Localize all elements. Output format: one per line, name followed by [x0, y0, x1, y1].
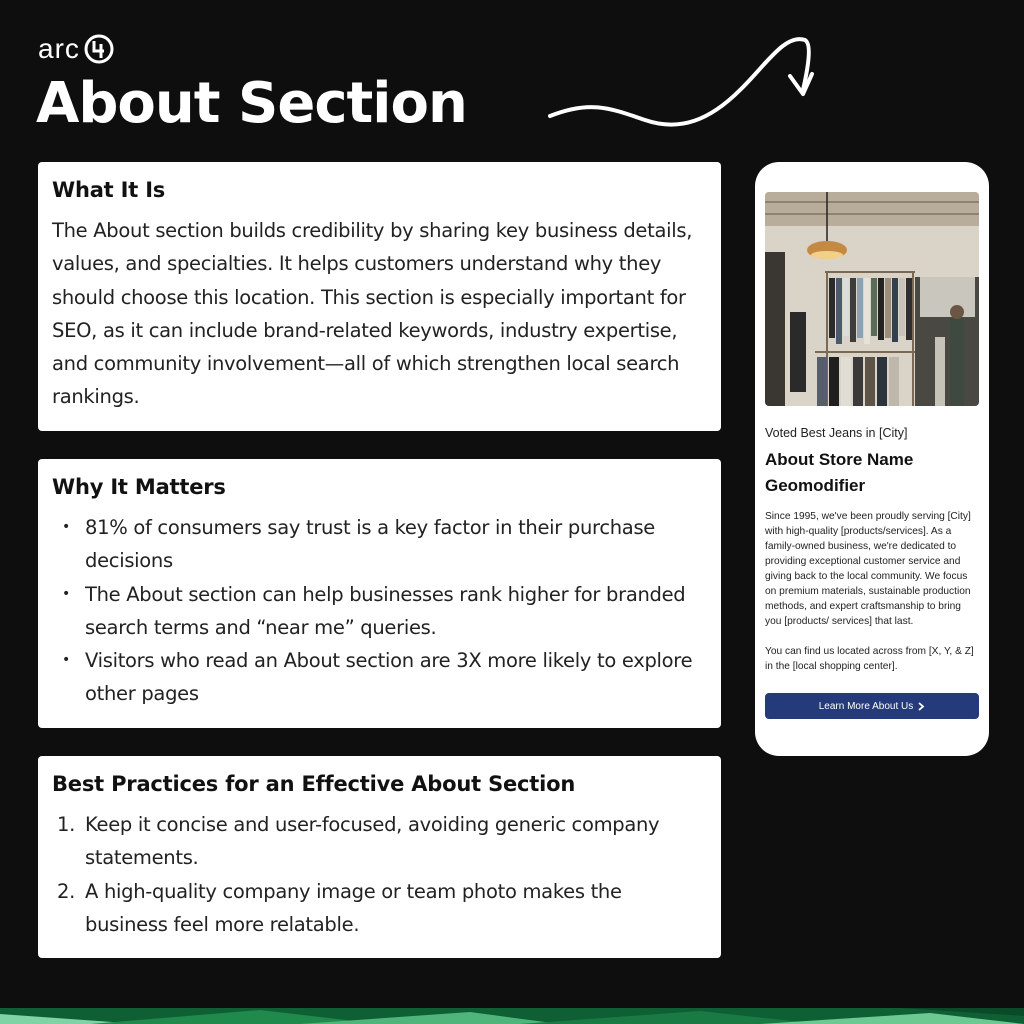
- store-interior-photo: [765, 192, 979, 406]
- decorative-green-strip: [0, 1008, 1024, 1024]
- brand-logo: [38, 34, 114, 64]
- list-item: • The About section can help businesses rank higher for branded search terms and “near me” queries.: [52, 578, 707, 645]
- page-title: About Section: [36, 71, 467, 136]
- what-it-is-body: The About section builds credibility by sharing key business details, values, and specialties. It helps customers understand why they should choose this location. This section is especially important for SEO, as it can include brand-related keywords, industry expertise, and community involvement—all of which strengthen local search rankings.: [52, 219, 693, 409]
- best-practices-card: [38, 756, 721, 958]
- phone-mockup: [755, 162, 989, 756]
- what-it-is-heading: What It Is: [52, 178, 166, 202]
- learn-more-label: Learn More About Us: [818, 700, 914, 712]
- learn-more-button[interactable]: [765, 693, 979, 719]
- list-item: [52, 808, 707, 875]
- list-text: A high-quality company image or team photo makes the business feel more relatable.: [85, 879, 622, 936]
- store-description: Since 1995, we've been proudly serving [City] with high-quality [products/services]. As a family-owned business, we're dedicated to providing exceptional customer service and giving back to the local community. We focus on premium materials, sustainable production methods, and expert craftsmanship to bring you [products/ services] that last.: [765, 511, 971, 627]
- why-it-matters-card: [38, 459, 721, 728]
- store-tagline: Voted Best Jeans in [City]: [765, 426, 908, 440]
- logo-mark-icon: [84, 34, 114, 64]
- list-item: • 81% of consumers say trust is a key factor in their purchase decisions: [52, 511, 707, 578]
- what-it-is-card: [38, 162, 721, 431]
- why-it-matters-heading: Why It Matters: [52, 475, 226, 499]
- list-number: 2.: [57, 879, 76, 903]
- store-title: About Store Name Geomodifier: [765, 450, 914, 495]
- list-item: • Visitors who read an About section are 3X more likely to explore other pages: [52, 644, 707, 711]
- store-location: You can find us located across from [X, Y, & Z] in the [local shopping center].: [765, 646, 974, 672]
- logo-text: arc: [38, 33, 80, 64]
- list-number: 1.: [57, 813, 76, 836]
- why-it-matters-list: [52, 511, 707, 711]
- chevron-right-icon: [917, 702, 925, 711]
- best-practices-list: [52, 808, 707, 941]
- list-item: [52, 875, 707, 942]
- curved-arrow-icon: [540, 28, 815, 133]
- list-text: Keep it concise and user-focused, avoiding generic company statements.: [85, 813, 660, 870]
- best-practices-heading: Best Practices for an Effective About Section: [52, 772, 576, 796]
